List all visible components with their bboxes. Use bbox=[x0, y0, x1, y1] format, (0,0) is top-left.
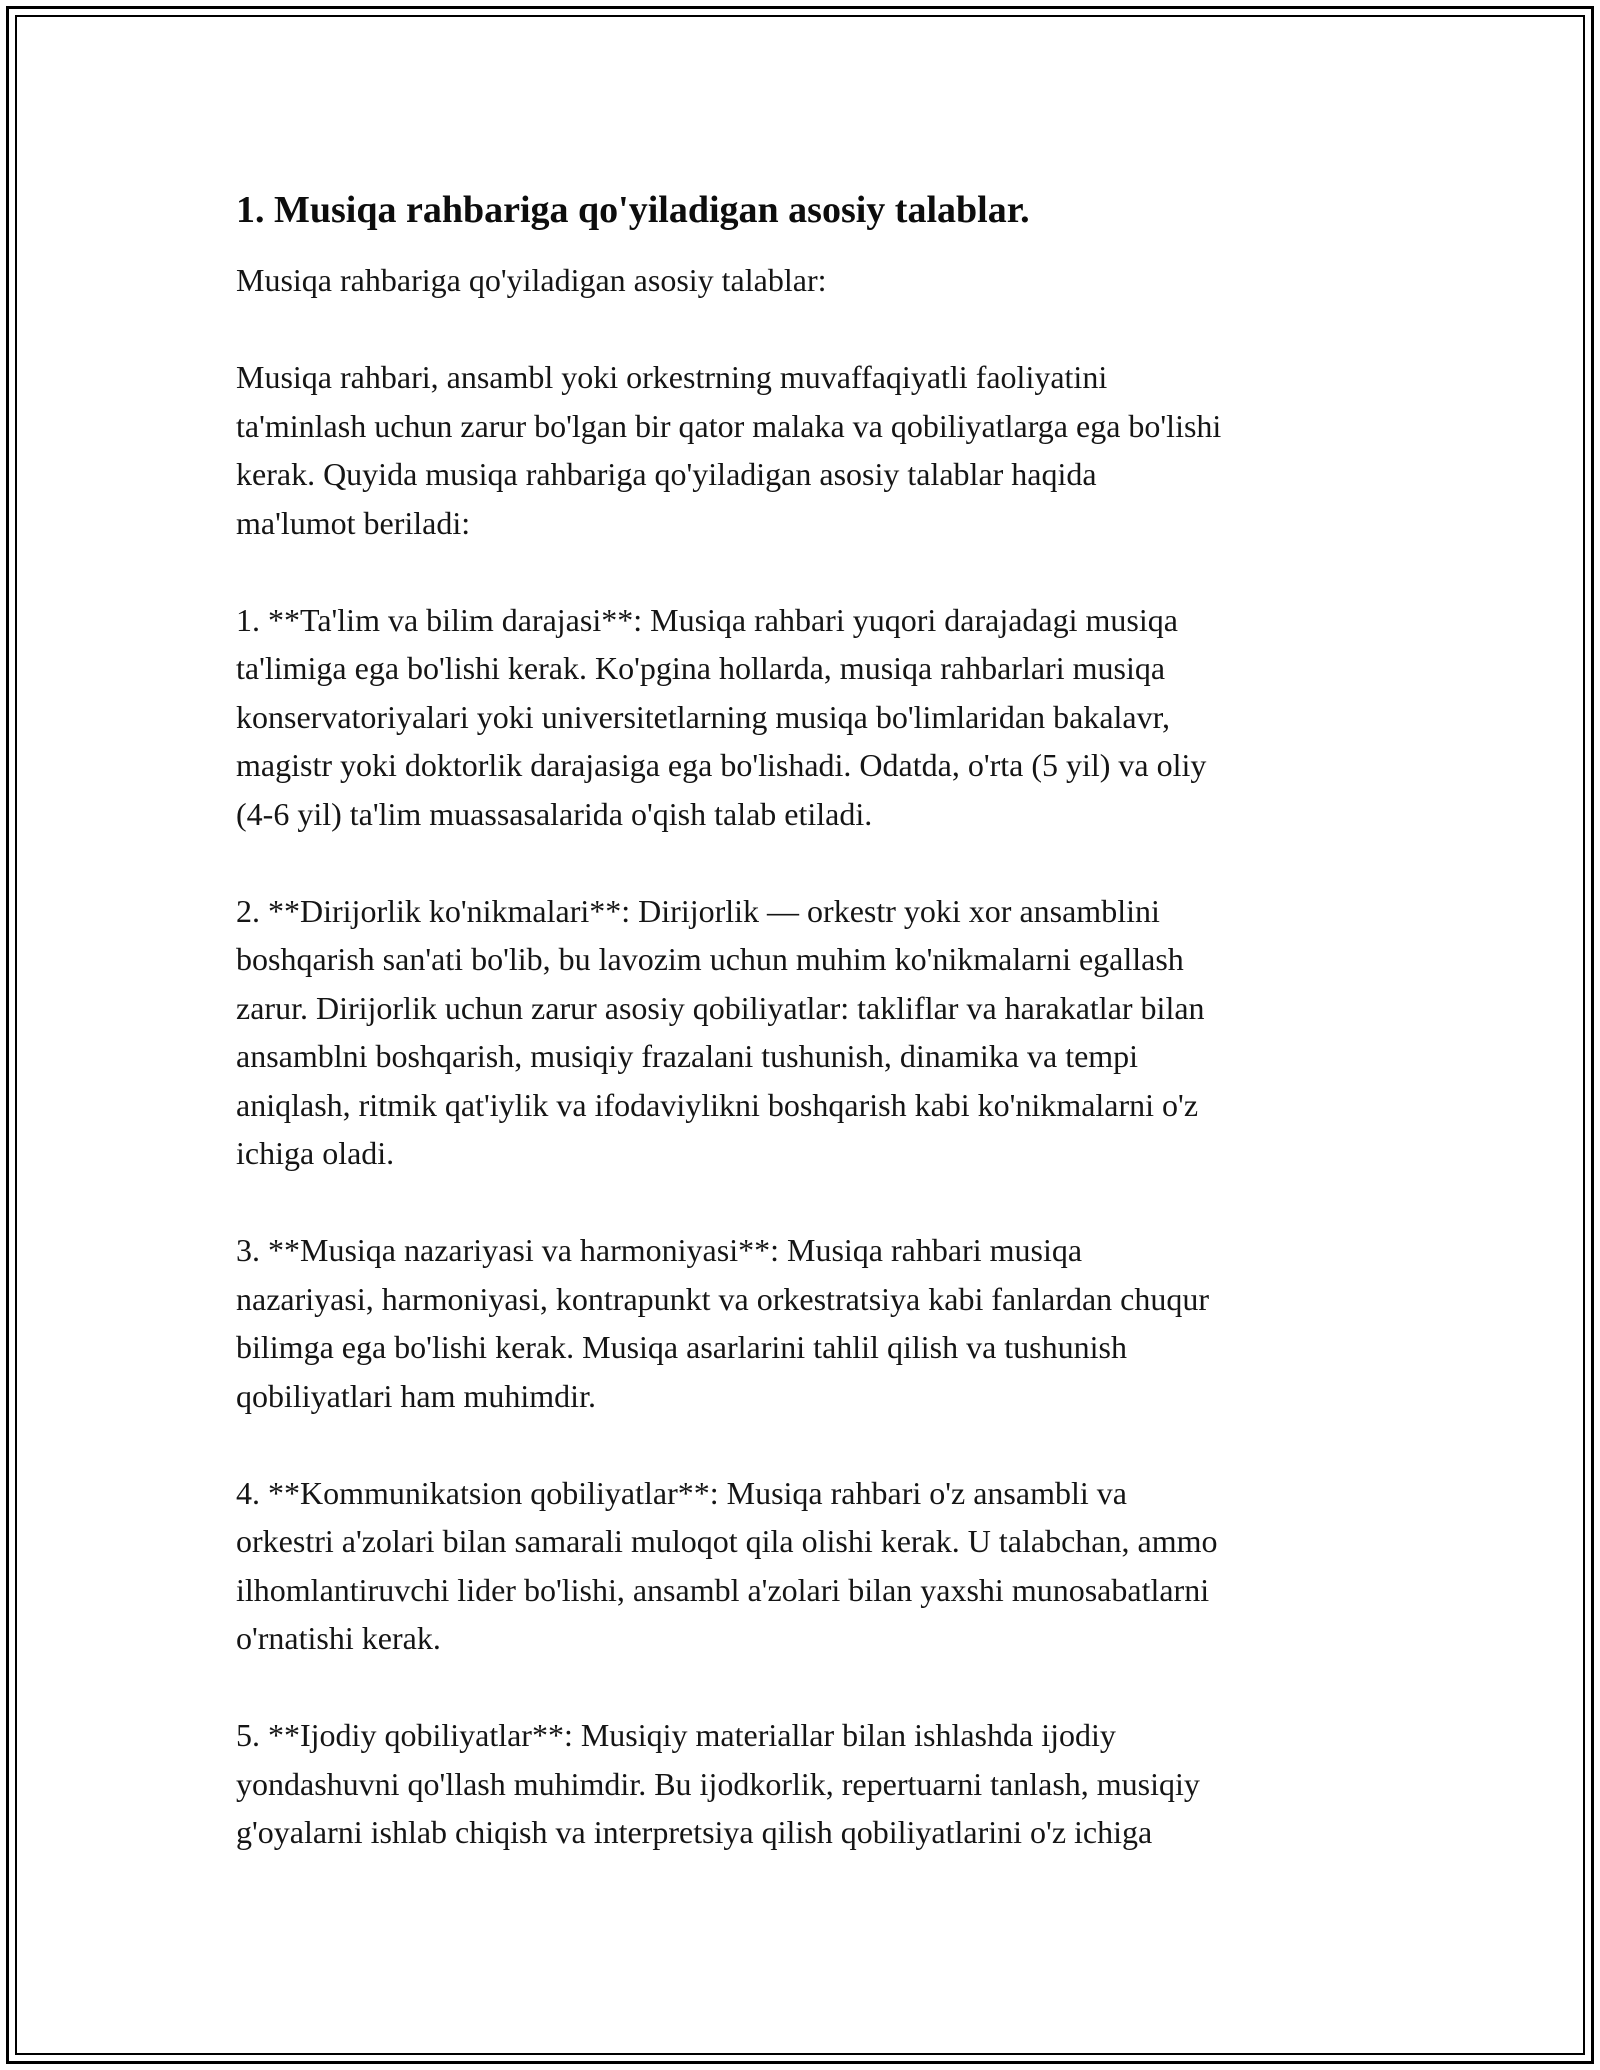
section-heading: 1. Musiqa rahbariga qo'yiladigan asosiy talablar. bbox=[236, 189, 1030, 231]
text-line: boshqarish san'ati bo'lib, bu lavozim uchun muhim ko'nikmalarni egallash bbox=[236, 941, 1184, 977]
text-line: ta'minlash uchun zarur bo'lgan bir qator malaka va qobiliyatlarga ega bo'lishi bbox=[236, 407, 1222, 444]
text-line: nazariyasi, harmoniyasi, kontrapunkt va orkestratsiya kabi fanlardan chuqur bbox=[236, 1280, 1209, 1317]
document-body bbox=[236, 186, 1376, 1857]
requirement-item-education bbox=[236, 596, 1376, 839]
text-line: 4. **Kommunikatsion qobiliyatlar**: Musiqa rahbari o'z ansambli va bbox=[236, 1474, 1127, 1511]
text-line: ilhomlantiruvchi lider bo'lishi, ansambl a'zolari bilan yaxshi munosabatlarni bbox=[236, 1571, 1210, 1608]
text-line: ichiga oladi. bbox=[236, 1135, 395, 1171]
text-line: g'oyalarni ishlab chiqish va interpretsiya qilish qobiliyatlarini o'z ichiga bbox=[236, 1814, 1153, 1850]
text-line: Musiqa rahbariga qo'yiladigan asosiy talablar: bbox=[236, 262, 827, 298]
text-line: ansamblni boshqarish, musiqiy frazalani tushunish, dinamika va tempi bbox=[236, 1038, 1139, 1074]
requirement-item-communication bbox=[236, 1469, 1376, 1663]
text-line: 2. **Dirijorlik ko'nikmalari**: Dirijorlik — orkestr yoki xor ansamblini bbox=[236, 892, 1160, 929]
requirement-item-theory bbox=[236, 1226, 1376, 1420]
text-line: ta'limiga ega bo'lishi kerak. Ko'pgina hollarda, musiqa rahbarlari musiqa bbox=[236, 650, 1166, 686]
overview-paragraph bbox=[236, 353, 1376, 547]
text-line: magistr yoki doktorlik darajasiga ega bo'lishadi. Odatda, o'rta (5 yil) va oliy bbox=[236, 747, 1207, 783]
text-line: (4-6 yil) ta'lim muassasalarida o'qish talab etiladi. bbox=[236, 795, 873, 832]
text-line: 5. **Ijodiy qobiliyatlar**: Musiqiy materiallar bilan ishlashda ijodiy bbox=[236, 1717, 1116, 1753]
text-line: kerak. Quyida musiqa rahbariga qo'yiladigan asosiy talablar haqida bbox=[236, 456, 1097, 492]
text-line: 3. **Musiqa nazariyasi va harmoniyasi**: Musiqa rahbari musiqa bbox=[236, 1232, 1083, 1268]
text-line: Musiqa rahbari, ansambl yoki orkestrning muvaffaqiyatli faoliyatini bbox=[236, 359, 1108, 395]
text-line: yondashuvni qo'llash muhimdir. Bu ijodkorlik, repertuarni tanlash, musiqiy bbox=[236, 1765, 1200, 1802]
text-line: ma'lumot beriladi: bbox=[236, 504, 471, 541]
text-line: 1. **Ta'lim va bilim darajasi**: Musiqa rahbari yuqori darajadagi musiqa bbox=[236, 601, 1178, 638]
text-line: zarur. Dirijorlik uchun zarur asosiy qobiliyatlar: takliflar va harakatlar bilan bbox=[236, 989, 1205, 1026]
text-line: orkestri a'zolari bilan samarali muloqot qila olishi kerak. U talabchan, ammo bbox=[236, 1523, 1218, 1559]
requirement-item-creativity bbox=[236, 1711, 1376, 1857]
text-line: konservatoriyalari yoki universitetlarning musiqa bo'limlaridan bakalavr, bbox=[236, 698, 1170, 735]
text-line: bilimga ega bo'lishi kerak. Musiqa asarlarini tahlil qilish va tushunish bbox=[236, 1329, 1127, 1365]
text-line: aniqlash, ritmik qat'iylik va ifodaviylikni boshqarish kabi ko'nikmalarni o'z bbox=[236, 1086, 1199, 1123]
requirement-item-conducting bbox=[236, 887, 1376, 1178]
text-line: qobiliyatlari ham muhimdir. bbox=[236, 1377, 596, 1414]
intro-paragraph bbox=[236, 256, 1376, 305]
text-line: o'rnatishi kerak. bbox=[236, 1620, 441, 1656]
